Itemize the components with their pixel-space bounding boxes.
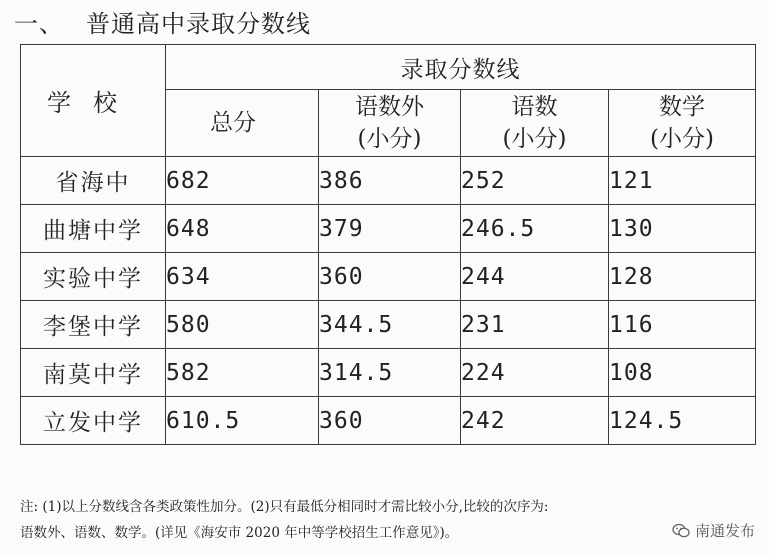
shuxue-score: 130 — [609, 205, 756, 253]
table-row — [21, 205, 756, 253]
yushuwai-score: 360 — [319, 253, 461, 301]
school-name: 实验中学 — [21, 253, 166, 301]
table-row — [21, 349, 756, 397]
shuxue-score: 116 — [609, 301, 756, 349]
section-heading — [14, 4, 311, 39]
footnote-line-2: 语数外、语数、数学。(详见《海安市 2020 年中等学校招生工作意见》)。 — [20, 525, 459, 541]
total-score: 682 — [166, 157, 319, 205]
yushuwai-score: 379 — [319, 205, 461, 253]
watermark-badge — [672, 520, 755, 541]
yushu-score: 244 — [461, 253, 609, 301]
school-column-header: 学校 — [21, 45, 166, 157]
column-header-total: 总分 — [166, 90, 319, 157]
total-score: 648 — [166, 205, 319, 253]
column-header-shuxue: 数学 (小分) — [609, 90, 756, 157]
yushu-score: 246.5 — [461, 205, 609, 253]
school-name: 李堡中学 — [21, 301, 166, 349]
footnote-line-1: 注: (1)以上分数线含各类政策性加分。(2)只有最低分相同时才需比较小分,比较的次序为: — [20, 499, 549, 515]
shuxue-score: 124.5 — [609, 397, 756, 445]
total-score: 634 — [166, 253, 319, 301]
school-name: 立发中学 — [21, 397, 166, 445]
column-header-yushuwai: 语数外 (小分) — [319, 90, 461, 157]
school-name: 省海中 — [21, 157, 166, 205]
yushu-score: 252 — [461, 157, 609, 205]
total-score: 610.5 — [166, 397, 319, 445]
total-score: 582 — [166, 349, 319, 397]
column-header-yushu: 语数 (小分) — [461, 90, 609, 157]
score-group-header: 录取分数线 — [166, 45, 756, 90]
yushu-score: 231 — [461, 301, 609, 349]
watermark-label: 南通发布 — [694, 522, 755, 540]
yushuwai-score: 386 — [319, 157, 461, 205]
table-row — [21, 301, 756, 349]
yushu-score: 224 — [461, 349, 609, 397]
section-title: 普通高中录取分数线 — [86, 10, 311, 38]
total-score: 580 — [166, 301, 319, 349]
shuxue-score: 121 — [609, 157, 756, 205]
wechat-icon — [672, 523, 690, 539]
table-row — [21, 253, 756, 301]
shuxue-score: 128 — [609, 253, 756, 301]
yushu-score: 242 — [461, 397, 609, 445]
section-number: 一、 — [14, 10, 64, 38]
shuxue-score: 108 — [609, 349, 756, 397]
table-row — [21, 157, 756, 205]
school-name: 南莫中学 — [21, 349, 166, 397]
admission-scores-table — [20, 44, 756, 445]
yushuwai-score: 360 — [319, 397, 461, 445]
yushuwai-score: 344.5 — [319, 301, 461, 349]
footnote — [20, 494, 760, 546]
yushuwai-score: 314.5 — [319, 349, 461, 397]
table-row — [21, 397, 756, 445]
school-name: 曲塘中学 — [21, 205, 166, 253]
